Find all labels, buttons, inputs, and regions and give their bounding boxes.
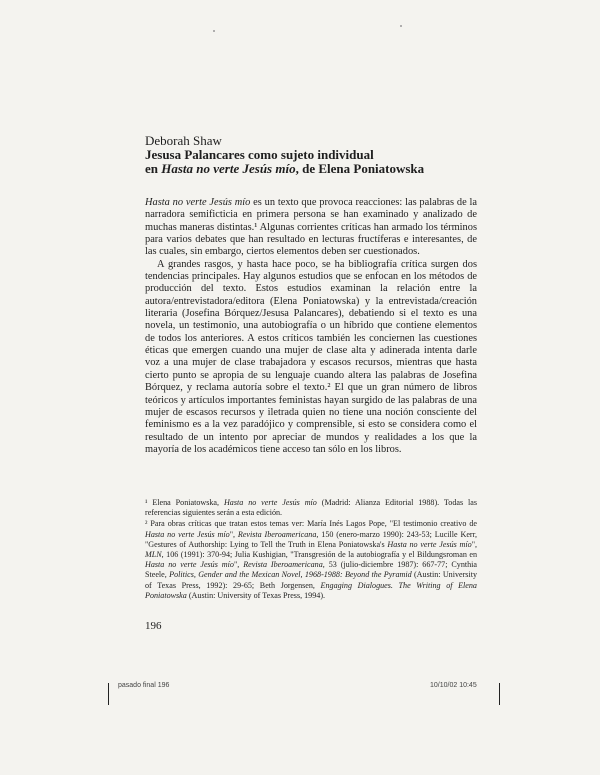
article-header	[145, 134, 475, 176]
footnote-2-text: ",	[233, 560, 244, 570]
title-book-name: Hasta no verte Jesús mío	[161, 161, 296, 176]
footnote-2-text: ",	[229, 529, 238, 539]
footnote-2-title: Hasta no verte Jesús mío	[387, 539, 472, 549]
paragraph-1-book-title: Hasta no verte Jesús mío	[145, 197, 251, 208]
footnote-1-text: (Madrid: Alianza Editorial 1988). Todas las referencias siguientes serán a esta edición.	[145, 498, 478, 518]
footnote-2-title: Engaging Dialogues. The Writing of Elena Poniatowska	[145, 580, 477, 600]
footnote-2-text: , 150 (enero-marzo 1990): 243-53; Lucille Kerr, "Gestures of Authorship: Lying to Tell the Truth in Elena Poniatowska's	[145, 529, 478, 549]
footnote-2-title: Politics, Gender and the Mexican Novel, 1968-1988: Beyond the Pyramid	[169, 570, 412, 580]
footnote-2-text: , 106 (1991): 370-94; Julia Kushigian, "Transgresión de la autobiografía y el Bildungsroman en	[161, 550, 477, 560]
print-slug-left: pasado final 196	[118, 682, 170, 689]
footnote-1-title: Hasta no verte Jesús mío	[223, 498, 317, 507]
paragraph-2: A grandes rasgos, y hasta hace poco, se ha bibliografía crítica surgen dos tendencias principales. Hay algunos estudios que se enfocan en los métodos de producción del texto. Estos estudios examinan la relación entre la autora/entrevistadora/editora (Elena Poniatowska) y la entrevistada/creación literaria (Josefina Bórquez/Jesusa Palancares), debatiendo si el texto es una novela, un testimonio, una autobiografía o un híbrido que contiene elementos de todos los anteriores. A estos críticos también les conciernen las cuestiones éticas que emergen cuando una mujer de clase alta y adinerada intenta darle voz a una mujer de clase trabajadora y escasos recursos, mientras que hasta cierto punto se apropia de su lenguaje cuando altera las palabras de Josefina Bórquez, y reclama autoría sobre el texto.² El que un gran número de libros teóricos y artículos importantes feministas hayan surgido de las palabras de una mujer de escasos recursos y iletrada quien no tiene una noción consciente del feminismo es a la vez paradójico y comprensible, si esto se considera como el resultado de un intento por apreciar de mundos y realidades a los que la mayoría de los académicos tiene acceso tan sólo en los libros.	[145, 258, 477, 455]
crop-mark	[108, 683, 109, 705]
scan-speck	[213, 30, 215, 32]
article-title-line-1: Jesusa Palancares como sujeto individual	[145, 147, 374, 162]
footnotes	[145, 498, 477, 601]
footnote-2-title: Hasta no verte Jesús mío	[145, 529, 230, 539]
footnote-1	[145, 498, 477, 518]
crop-mark	[499, 683, 500, 705]
title-prefix: en	[145, 161, 162, 176]
paragraph-1-text: es un texto que provoca reacciones: las palabras de la narradora semificticia en primera persona se han examinado y analizado de muchas maneras distintas.¹ Algunas corrientes críticas han armado los términos para varios debates que han resultado en lecturas fructíferas e interesantes, de las cuales, sin embargo, ciertos elementos deben ser cuestionados.	[145, 197, 477, 258]
footnote-2-text: (Austin: University of Texas Press, 1994).	[186, 590, 326, 600]
footnote-2-title: Revista Iberoamericana	[243, 560, 323, 570]
print-slug-right: 10/10/02 10:45	[430, 682, 477, 689]
article-body	[145, 197, 477, 456]
title-suffix: , de Elena Poniatowska	[295, 161, 425, 176]
scan-speck	[400, 25, 402, 27]
footnote-2-text: (Austin: University of Texas Press, 1992): 29-65; Beth Jorgensen,	[145, 570, 478, 590]
footnote-2-title: MLN	[145, 550, 162, 560]
footnote-2-text: ",	[471, 539, 478, 549]
footnote-2-title: Revista Iberoamericana	[237, 529, 317, 539]
footnote-2-title: Hasta no verte Jesús mío	[145, 560, 234, 570]
paragraph-1	[145, 197, 477, 259]
article-title-line-2	[145, 162, 475, 176]
footnote-2-text: , 53 (julio-diciembre 1987): 667-77; Cynthia Steele,	[145, 560, 477, 580]
page-number: 196	[145, 620, 162, 632]
author-name: Deborah Shaw	[145, 133, 222, 148]
footnote-2-text: ² Para obras críticas que tratan estos temas ver: María Inés Lagos Pope, "El testimonio creativo de	[145, 519, 477, 529]
footnote-2	[145, 519, 477, 601]
footnote-1-text: ¹ Elena Poniatowska,	[145, 498, 224, 507]
